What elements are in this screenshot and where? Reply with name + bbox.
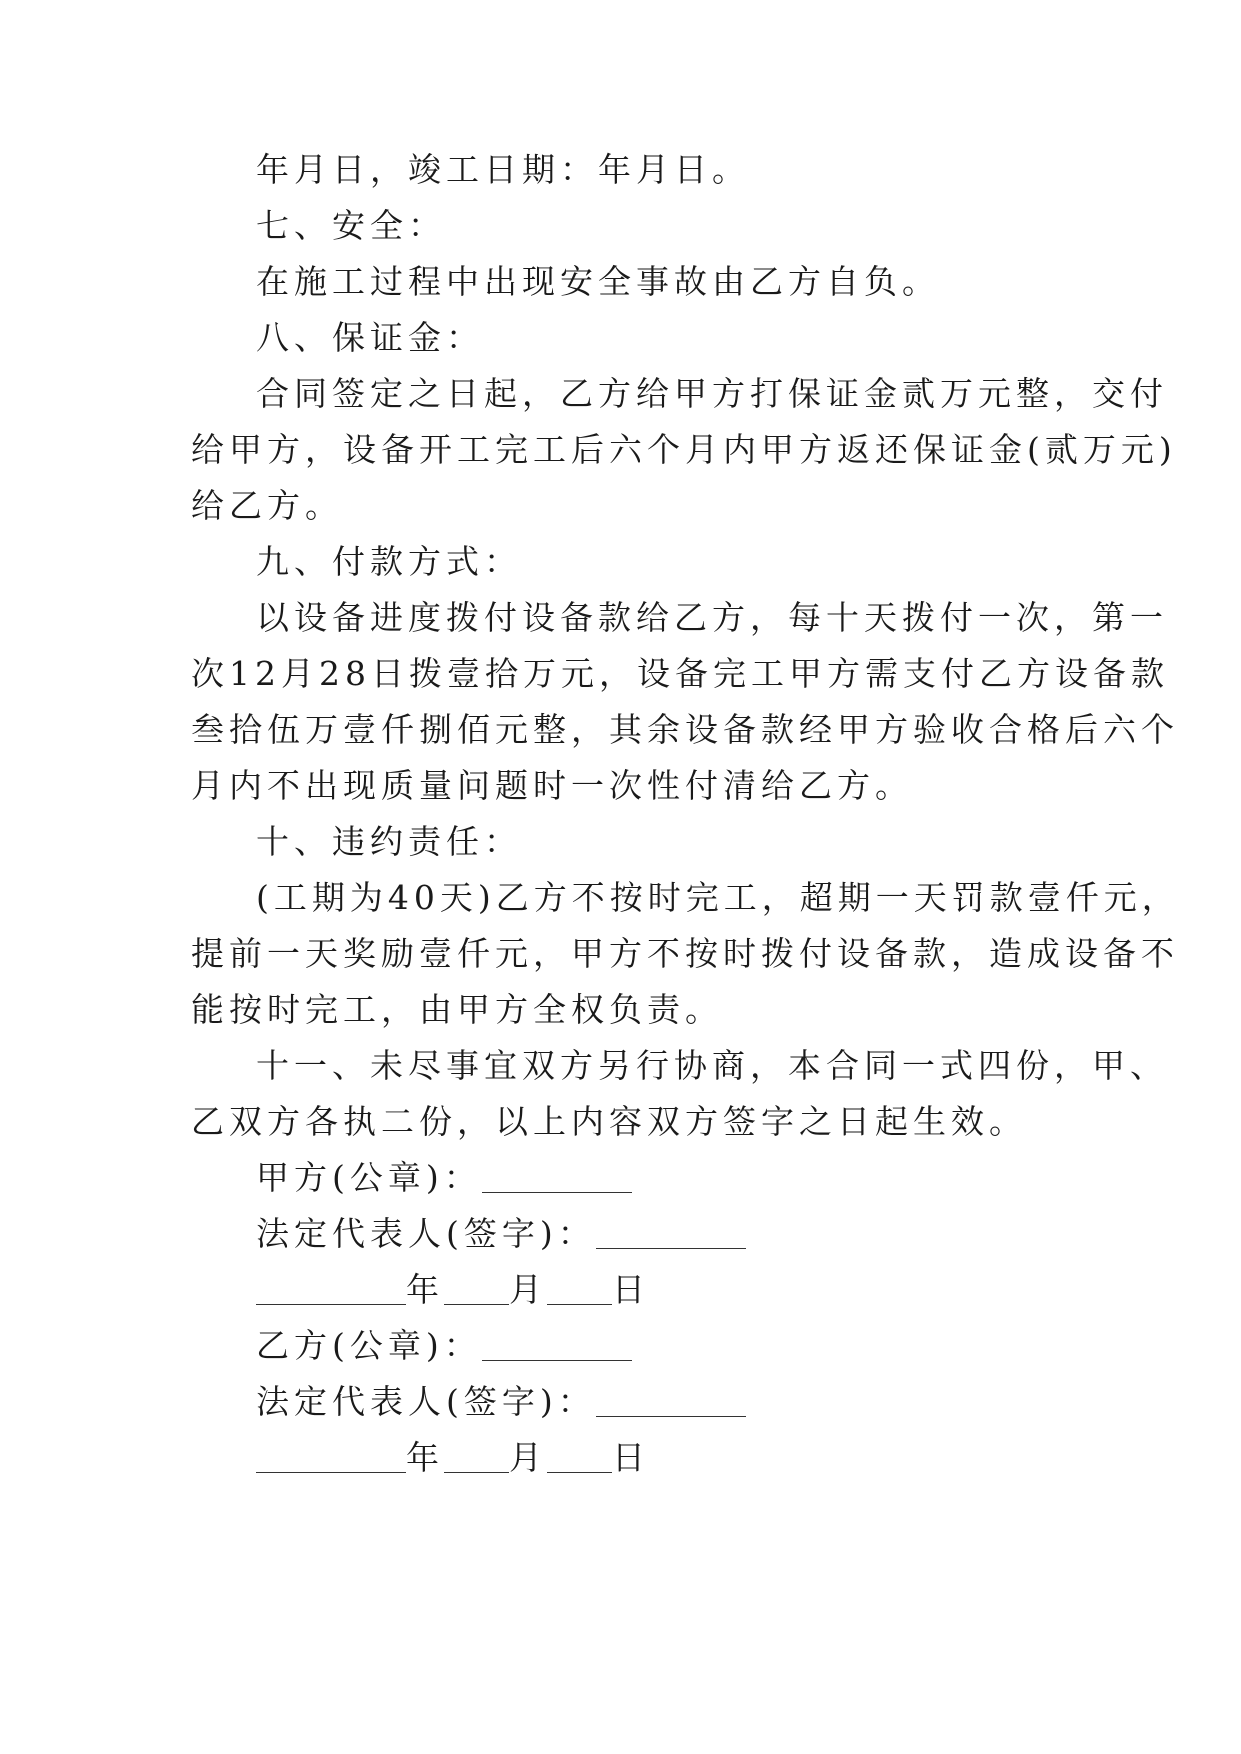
party-b-seal-blank[interactable]: [482, 1330, 632, 1361]
day-label: 日: [612, 1438, 650, 1477]
party-a-rep-label: 法定代表人(签字)：: [256, 1214, 596, 1253]
paragraph-payment-line-3: 叁拾伍万壹仟捌佰元整，其余设备款经甲方验收合格后六个: [191, 710, 1179, 749]
party-b-seal-row: [256, 1326, 632, 1366]
month-label: 月: [509, 1270, 547, 1309]
paragraph-liability-line-1: (工期为40天)乙方不按时完工，超期一天罚款壹仟元，: [256, 878, 1180, 917]
party-b-rep-label: 法定代表人(签字)：: [256, 1382, 596, 1421]
party-a-rep-blank[interactable]: [596, 1218, 746, 1249]
party-b-rep-blank[interactable]: [596, 1386, 746, 1417]
party-a-month-blank[interactable]: [444, 1274, 509, 1305]
year-label: 年: [406, 1438, 444, 1477]
party-a-seal-row: [256, 1158, 632, 1198]
paragraph-safety: 在施工过程中出现安全事故由乙方自负。: [256, 262, 940, 301]
party-a-date-row: [256, 1270, 650, 1310]
party-b-date-row: [256, 1438, 650, 1478]
party-b-seal-label: 乙方(公章)：: [256, 1326, 482, 1365]
month-label: 月: [509, 1438, 547, 1477]
paragraph-payment-line-1: 以设备进度拨付设备款给乙方，每十天拨付一次，第一: [256, 598, 1168, 637]
party-b-month-blank[interactable]: [444, 1442, 509, 1473]
heading-liability: 十、违约责任：: [256, 822, 522, 861]
heading-safety: 七、安全：: [256, 206, 446, 245]
party-a-year-blank[interactable]: [256, 1274, 406, 1305]
party-a-rep-row: [256, 1214, 746, 1254]
paragraph-completion-date: 年月日，竣工日期：年月日。: [256, 150, 750, 189]
paragraph-payment-line-4: 月内不出现质量问题时一次性付清给乙方。: [191, 766, 913, 805]
paragraph-deposit-line-3: 给乙方。: [191, 486, 343, 525]
paragraph-misc-line-1: 十一、未尽事宜双方另行协商，本合同一式四份，甲、: [256, 1046, 1168, 1085]
party-b-day-blank[interactable]: [547, 1442, 612, 1473]
heading-payment: 九、付款方式：: [256, 542, 522, 581]
heading-deposit: 八、保证金：: [256, 318, 484, 357]
party-b-rep-row: [256, 1382, 746, 1422]
party-a-seal-blank[interactable]: [482, 1162, 632, 1193]
party-b-year-blank[interactable]: [256, 1442, 406, 1473]
paragraph-deposit-line-2: 给甲方，设备开工完工后六个月内甲方返还保证金(贰万元): [191, 430, 1177, 469]
party-a-day-blank[interactable]: [547, 1274, 612, 1305]
paragraph-deposit-line-1: 合同签定之日起，乙方给甲方打保证金贰万元整，交付: [256, 374, 1168, 413]
paragraph-misc-line-2: 乙双方各执二份，以上内容双方签字之日起生效。: [191, 1102, 1027, 1141]
year-label: 年: [406, 1270, 444, 1309]
day-label: 日: [612, 1270, 650, 1309]
paragraph-payment-line-2: 次12月28日拨壹拾万元，设备完工甲方需支付乙方设备款: [191, 654, 1169, 693]
paragraph-liability-line-3: 能按时完工，由甲方全权负责。: [191, 990, 723, 1029]
paragraph-liability-line-2: 提前一天奖励壹仟元，甲方不按时拨付设备款，造成设备不: [191, 934, 1179, 973]
party-a-seal-label: 甲方(公章)：: [256, 1158, 482, 1197]
